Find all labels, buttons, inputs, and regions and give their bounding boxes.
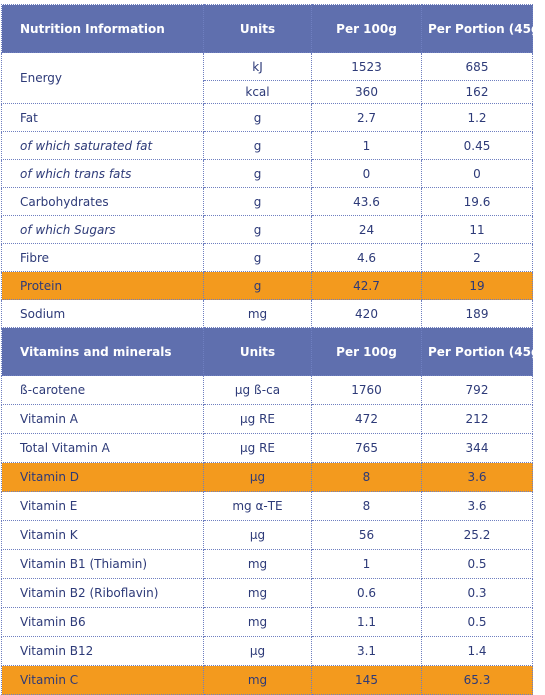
row-name: Vitamin K [2,521,204,550]
row-per-portion: 19.6 [422,188,533,216]
row-name: of which trans fats [2,160,204,188]
row-name: Fibre [2,244,204,272]
header-per-100g: Per 100g [312,5,422,53]
row-name: of which saturated fat [2,132,204,160]
row-name: ß-carotene [2,376,204,405]
energy-kj-per100: 1523 [312,53,422,81]
table-row-carotene [2,376,533,405]
nutrition-table [1,4,545,695]
table-row-fat [2,104,533,132]
row-name: Sodium [2,300,204,328]
row-name: Vitamin A [2,405,204,434]
row-per-100g: 472 [312,405,422,434]
row-per-100g: 24 [312,216,422,244]
row-per-portion: 0.45 [422,132,533,160]
row-unit: mg [204,300,312,328]
row-per-portion: 0.5 [422,608,533,637]
row-name: Vitamin E [2,492,204,521]
row-per-portion: 212 [422,405,533,434]
table-row-protein [2,272,533,300]
table-row-vitamin-e [2,492,533,521]
table-row-vitamin-d [2,463,533,492]
row-per-100g: 765 [312,434,422,463]
row-per-100g: 42.7 [312,272,422,300]
table-row-fibre [2,244,533,272]
row-per-100g: 4.6 [312,244,422,272]
row-per-100g: 0.6 [312,579,422,608]
row-per-100g: 1 [312,550,422,579]
header-nutrition-information: Nutrition Information [2,5,204,53]
table-row-vitamin-b6 [2,608,533,637]
row-unit: g [204,188,312,216]
row-unit: µg RE [204,405,312,434]
row-per-100g: 56 [312,521,422,550]
row-per-100g: 43.6 [312,188,422,216]
row-name: Vitamin B6 [2,608,204,637]
row-name: Total Vitamin A [2,434,204,463]
row-per-100g: 420 [312,300,422,328]
row-per-portion: 3.6 [422,463,533,492]
row-per-100g: 2.7 [312,104,422,132]
table-row-vitamin-k [2,521,533,550]
energy-kcal-per100: 360 [312,81,422,104]
table-row-of-which-sugars [2,216,533,244]
row-per-portion: 1.2 [422,104,533,132]
row-per-portion: 0.3 [422,579,533,608]
row-name: Vitamin B1 (Thiamin) [2,550,204,579]
row-name: Fat [2,104,204,132]
row-per-100g: 1.1 [312,608,422,637]
row-unit: g [204,132,312,160]
row-per-portion: 19 [422,272,533,300]
table-row-vitamin-b2-riboflavin [2,579,533,608]
row-per-100g: 8 [312,463,422,492]
row-per-100g: 8 [312,492,422,521]
row-per-100g: 3.1 [312,637,422,666]
energy-kj-portion: 685 [422,53,533,81]
nutrition-header-row [2,5,533,53]
row-unit: g [204,244,312,272]
header-per-portion: Per Portion (45g) [422,328,533,376]
row-unit: g [204,272,312,300]
energy-kj-unit: kJ [204,53,312,81]
header-per-portion: Per Portion (45g) [422,5,533,53]
header-units: Units [204,328,312,376]
table-row-of-which-trans-fats [2,160,533,188]
table-row-vitamin-a [2,405,533,434]
row-per-100g: 145 [312,666,422,695]
row-name: Vitamin C [2,666,204,695]
row-unit: g [204,216,312,244]
row-name: Vitamin B12 [2,637,204,666]
row-name: Protein [2,272,204,300]
table-row-total-vitamin-a [2,434,533,463]
row-per-portion: 11 [422,216,533,244]
table-row-vitamin-b12 [2,637,533,666]
table-row-of-which-saturated-fat [2,132,533,160]
row-name: Vitamin D [2,463,204,492]
table-row-carbohydrates [2,188,533,216]
row-name: Carbohydrates [2,188,204,216]
row-unit: µg [204,521,312,550]
row-per-portion: 1.4 [422,637,533,666]
energy-kcal-unit: kcal [204,81,312,104]
row-per-portion: 189 [422,300,533,328]
energy-kcal-portion: 162 [422,81,533,104]
row-per-portion: 25.2 [422,521,533,550]
header-vitamins-and-minerals: Vitamins and minerals [2,328,204,376]
row-per-100g: 1 [312,132,422,160]
row-per-portion: 65.3 [422,666,533,695]
row-unit: mg α-TE [204,492,312,521]
row-per-portion: 792 [422,376,533,405]
energy-label: Energy [2,53,204,104]
row-per-100g: 1760 [312,376,422,405]
row-per-100g: 0 [312,160,422,188]
row-unit: mg [204,550,312,579]
row-unit: µg ß-ca [204,376,312,405]
row-unit: g [204,160,312,188]
row-per-portion: 0.5 [422,550,533,579]
row-unit: µg RE [204,434,312,463]
row-per-portion: 0 [422,160,533,188]
vitamins-header-row [2,328,533,376]
row-name: of which Sugars [2,216,204,244]
row-unit: µg [204,637,312,666]
row-unit: mg [204,608,312,637]
table-row-vitamin-b1-thiamin [2,550,533,579]
row-unit: mg [204,579,312,608]
table-row-vitamin-c [2,666,533,695]
header-units: Units [204,5,312,53]
row-name: Vitamin B2 (Riboflavin) [2,579,204,608]
row-per-portion: 3.6 [422,492,533,521]
table-row-sodium [2,300,533,328]
row-unit: µg [204,463,312,492]
row-per-portion: 344 [422,434,533,463]
energy-row-kj [2,53,533,81]
row-unit: g [204,104,312,132]
row-per-portion: 2 [422,244,533,272]
row-unit: mg [204,666,312,695]
header-per-100g: Per 100g [312,328,422,376]
